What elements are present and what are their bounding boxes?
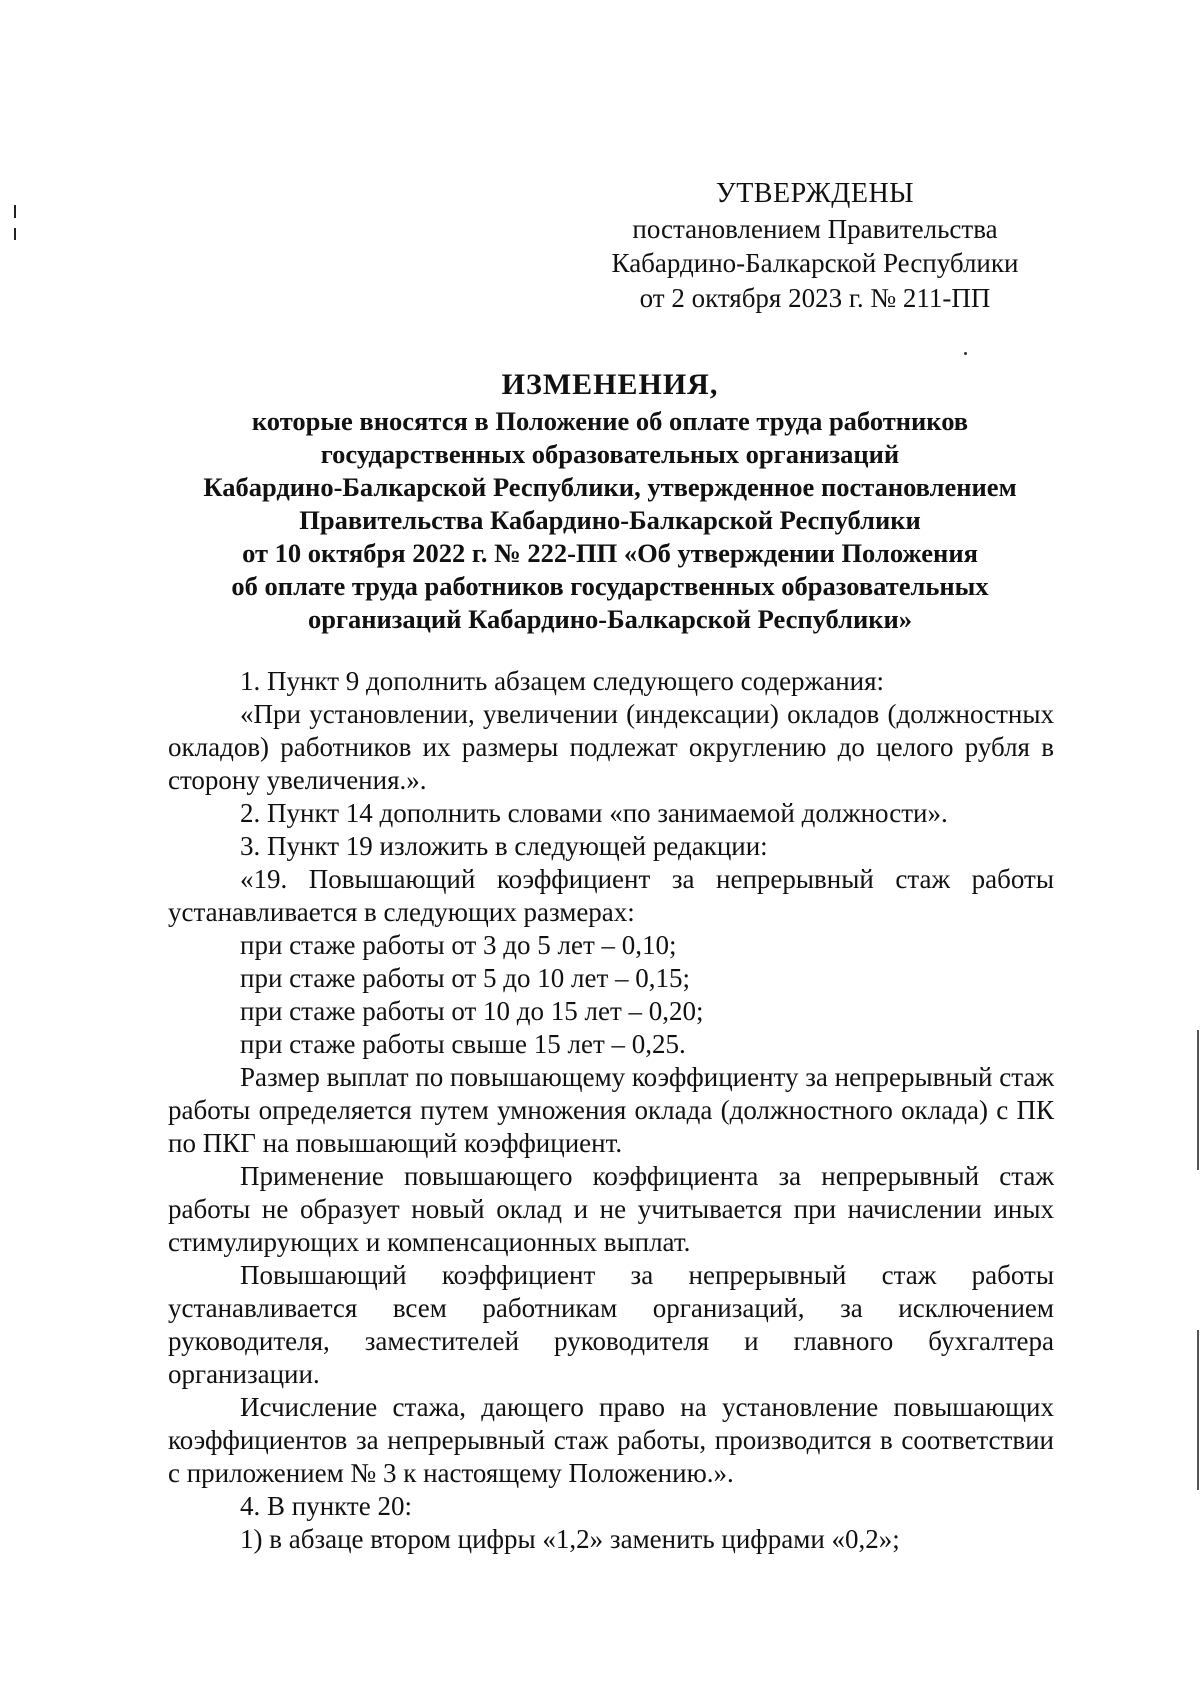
document-body — [168, 665, 1054, 1556]
scan-mark — [964, 352, 967, 355]
paragraph: «При установлении, увеличении (индексации) окладов (должностных окладов) работников их размеры подлежат округлению до целого рубля в сторону увеличения.». — [168, 699, 1054, 795]
title-line: государственных образовательных организаций — [320, 439, 900, 469]
scale-line: при стаже работы от 3 до 5 лет – 0,10; — [240, 930, 677, 960]
approval-line: постановлением Правительства — [632, 213, 998, 244]
title-line: от 10 октября 2022 г. № 222-ПП «Об утверждении Положения — [242, 538, 978, 568]
approval-block — [590, 177, 1040, 315]
approval-line: от 2 октября 2023 г. № 211-ПП — [639, 282, 991, 313]
approval-heading: УТВЕРЖДЕНЫ — [715, 178, 915, 209]
main-title: ИЗМЕНЕНИЯ, — [501, 368, 719, 401]
title-line: организаций Кабардино-Балкарской Республики» — [307, 604, 913, 634]
paragraph: 2. Пункт 14 дополнить словами «по занимаемой должности». — [240, 798, 948, 828]
paragraph: Исчисление стажа, дающего право на установление повышающих коэффициентов за непрерывный стаж работы, производится в соответствии с приложением № 3 к настоящему Положению.». — [168, 1392, 1054, 1488]
paragraph: 3. Пункт 19 изложить в следующей редакции: — [240, 831, 768, 861]
paragraph: «19. Повышающий коэффициент за непрерывный стаж работы устанавливается в следующих размерах: — [168, 864, 1054, 927]
document-title — [160, 365, 1060, 636]
scale-line: при стаже работы от 5 до 10 лет – 0,15; — [240, 963, 691, 993]
approval-line: Кабардино-Балкарской Республики — [611, 248, 1019, 278]
title-line: Кабардино-Балкарской Республики, утвержденное постановлением — [203, 472, 1017, 502]
scan-mark — [1197, 1330, 1199, 1490]
paragraph: 4. В пункте 20: — [240, 1491, 412, 1521]
paragraph: 1. Пункт 9 дополнить абзацем следующего содержания: — [240, 666, 885, 696]
scan-mark — [1197, 1030, 1199, 1170]
title-line: об оплате труда работников государственных образовательных — [231, 571, 989, 601]
paragraph: Повышающий коэффициент за непрерывный стаж работы устанавливается всем работникам организаций, за исключением руководителя, заместителей руководителя и главного бухгалтера организации. — [168, 1260, 1054, 1389]
scan-mark — [14, 228, 16, 240]
scan-mark — [14, 205, 16, 218]
title-line: Правительства Кабардино-Балкарской Республики — [299, 505, 921, 535]
scale-line: при стаже работы от 10 до 15 лет – 0,20; — [240, 996, 704, 1026]
paragraph: Применение повышающего коэффициента за непрерывный стаж работы не образует новый оклад и не учитывается при начислении иных стимулирующих и компенсационных выплат. — [168, 1161, 1054, 1257]
paragraph: 1) в абзаце втором цифры «1,2» заменить цифрами «0,2»; — [240, 1524, 900, 1554]
scale-line: при стаже работы свыше 15 лет – 0,25. — [240, 1029, 686, 1059]
title-line: которые вносятся в Положение об оплате труда работников — [251, 406, 969, 436]
paragraph: Размер выплат по повышающему коэффициенту за непрерывный стаж работы определяется путем умножения оклада (должностного оклада) с ПК по ПКГ на повышающий коэффициент. — [168, 1062, 1054, 1158]
